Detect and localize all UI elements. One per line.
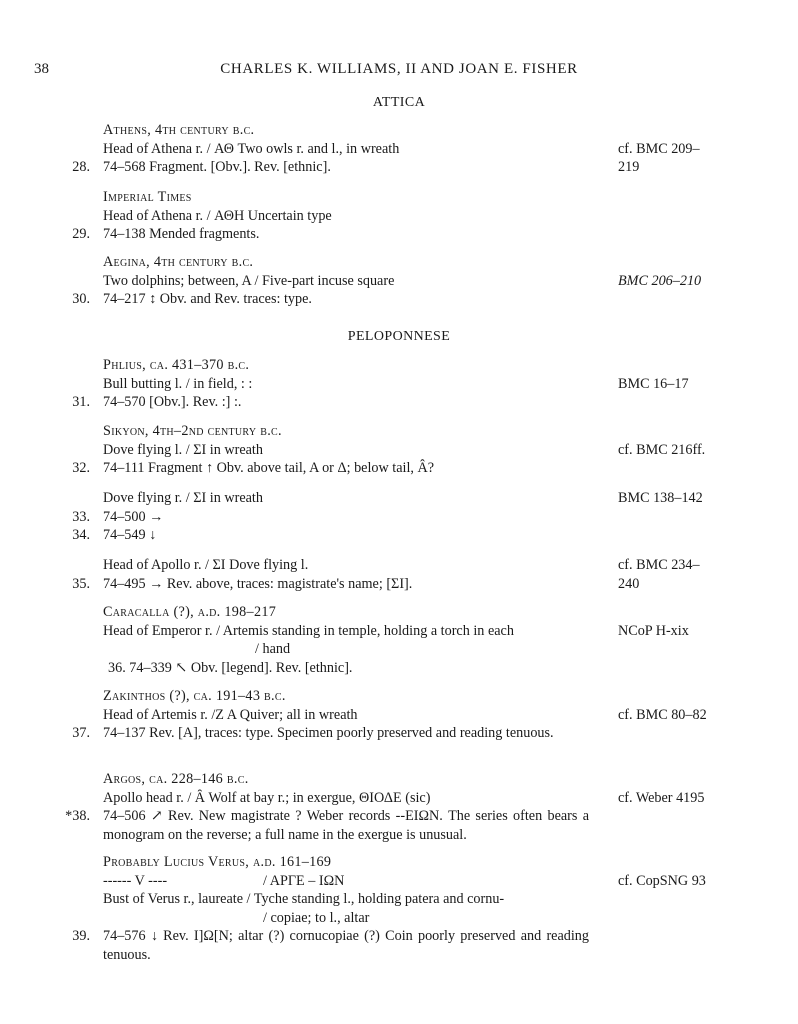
entry-number: 35.: [72, 575, 90, 592]
catalog-entry-verus: [0, 853, 798, 964]
entry-reference: cf. Weber 4195: [618, 789, 705, 806]
entry-heading: Aegina, 4th century b.c.: [103, 254, 254, 270]
entry-reference-cont: 240: [618, 575, 640, 592]
section-heading-attica: ATTICA: [372, 95, 426, 110]
catalog-entry-sikyon-apollo: [0, 556, 798, 593]
entry-reference: cf. CopSNG 93: [618, 872, 706, 889]
entry-detail: 74–500 →: [103, 508, 164, 525]
catalog-entry-imperial: [0, 188, 798, 244]
entry-number: 39.: [72, 928, 90, 944]
entry-detail: 74–568 Fragment. [Obv.]. Rev. [ethnic].: [103, 159, 331, 175]
entry-description: Dove flying l. / ΣΙ in wreath: [103, 441, 263, 458]
entry-number: 28.: [72, 159, 90, 175]
entry-number: 30.: [72, 291, 90, 307]
entry-detail: 74–549 ↓: [103, 527, 157, 543]
entry-description-cont: / hand: [255, 641, 291, 657]
entry-description: Head of Emperor r. / Artemis standing in temple, holding a torch in each: [103, 622, 514, 639]
entry-description: Apollo head r. / Ȃ Wolf at bay r.; in exergue, ΘΙΟΔΕ (sic): [103, 789, 431, 806]
entry-heading: Athens, 4th century b.c.: [103, 122, 255, 138]
catalog-entry-zakinthos: [0, 687, 798, 761]
catalog-entry-aegina: [0, 253, 798, 309]
catalog-entry-argos: [0, 770, 798, 844]
catalog-entry-phlius: [0, 356, 798, 412]
entry-heading: Phlius, ca. 431–370 b.c.: [103, 357, 250, 373]
entry-description: Head of Artemis r. /Z A Quiver; all in wreath: [103, 706, 358, 723]
entry-detail: 74–217 ↕ Obv. and Rev. traces: type.: [103, 291, 312, 307]
entry-heading: Zakinthos (?), ca. 191–43 b.c.: [103, 688, 286, 704]
page-number: 38: [34, 61, 49, 77]
entry-detail: 74–506 ↗ Rev. New magistrate ? Weber records --ΕΙΩΝ. The series often bears a monogram on the reverse; a full name in the exergue is unusual.: [103, 808, 589, 843]
entry-reference: BMC 138–142: [618, 490, 703, 506]
entry-number: 31.: [72, 394, 90, 410]
running-title: CHARLES K. WILLIAMS, II AND JOAN E. FISHER: [220, 61, 578, 77]
catalog-entry-athens: [0, 121, 798, 177]
entry-reference: cf. BMC 234–: [618, 557, 700, 573]
entry-detail: 74–495 → Rev. above, traces: magistrate's name; [ΣΙ].: [103, 575, 413, 592]
entry-heading: Imperial Times: [103, 189, 192, 205]
entry-reference: cf. BMC 80–82: [618, 706, 707, 723]
entry-reference: cf. BMC 209–: [618, 140, 700, 157]
entry-reference: BMC 16–17: [618, 375, 689, 392]
entry-reference: NCoP H-xix: [618, 622, 689, 639]
entry-description: Head of Athena r. / ΑΘ Two owls r. and l., in wreath: [103, 140, 400, 157]
page-header: [0, 60, 798, 80]
entry-detail: 74–138 Mended fragments.: [103, 226, 260, 242]
entry-heading: Probably Lucius Verus, a.d. 161–169: [103, 854, 332, 870]
entry-heading: Sikyon, 4th–2nd century b.c.: [103, 423, 282, 439]
entry-number: 37.: [72, 725, 90, 741]
entry-number: *38.: [65, 808, 90, 824]
entry-number: 34.: [72, 527, 90, 543]
entry-detail: 74–576 ↓ Rev. Ι]Ω[Ν; altar (?) cornucopiae (?) Coin poorly preserved and reading tenuous.: [103, 928, 589, 963]
entry-description: Head of Athena r. / ΑΘΗ Uncertain type: [103, 207, 332, 224]
entry-description: Bust of Verus r., laureate / Tyche standing l., holding patera and cornu-: [103, 891, 505, 907]
entry-description: Bull butting l. / in field, : :: [103, 375, 253, 392]
section-heading-peloponnese: PELOPONNESE: [347, 329, 451, 344]
catalog-entry-sikyon: [0, 422, 798, 478]
entry-description: Two dolphins; between, A / Five-part incuse square: [103, 272, 395, 289]
entry-number: 33.: [72, 508, 90, 525]
catalog-entry-caracalla: [0, 603, 798, 677]
entry-number: 29.: [72, 226, 90, 242]
obverse-legend: ------ V ----: [103, 872, 168, 889]
entry-detail: 36. 74–339 ↖ Obv. [legend]. Rev. [ethnic].: [108, 659, 353, 676]
entry-reference: BMC 206–210: [618, 272, 702, 289]
entry-description: Head of Apollo r. / ΣΙ Dove flying l.: [103, 557, 309, 573]
entry-heading: Argos, ca. 228–146 b.c.: [103, 771, 249, 787]
entry-reference: cf. BMC 216ff.: [618, 441, 706, 458]
entry-heading: Caracalla (?), a.d. 198–217: [103, 604, 277, 620]
entry-detail: 74–111 Fragment ↑ Obv. above tail, A or Δ; below tail, Â?: [103, 460, 435, 476]
entry-reference-cont: 219: [618, 159, 640, 175]
entry-detail: 74–137 Rev. [A], traces: type. Specimen poorly preserved and reading tenuous.: [103, 725, 554, 741]
catalog-entry-sikyon-dove: [0, 489, 798, 545]
entry-number: 32.: [72, 460, 90, 476]
reverse-legend: / ΑΡΓΕ – ΙΩΝ: [263, 872, 345, 889]
entry-description: Dove flying r. / ΣΙ in wreath: [103, 490, 263, 506]
entry-description-cont: / copiae; to l., altar: [263, 909, 370, 926]
entry-detail: 74–570 [Obv.]. Rev. :] :.: [103, 394, 242, 410]
